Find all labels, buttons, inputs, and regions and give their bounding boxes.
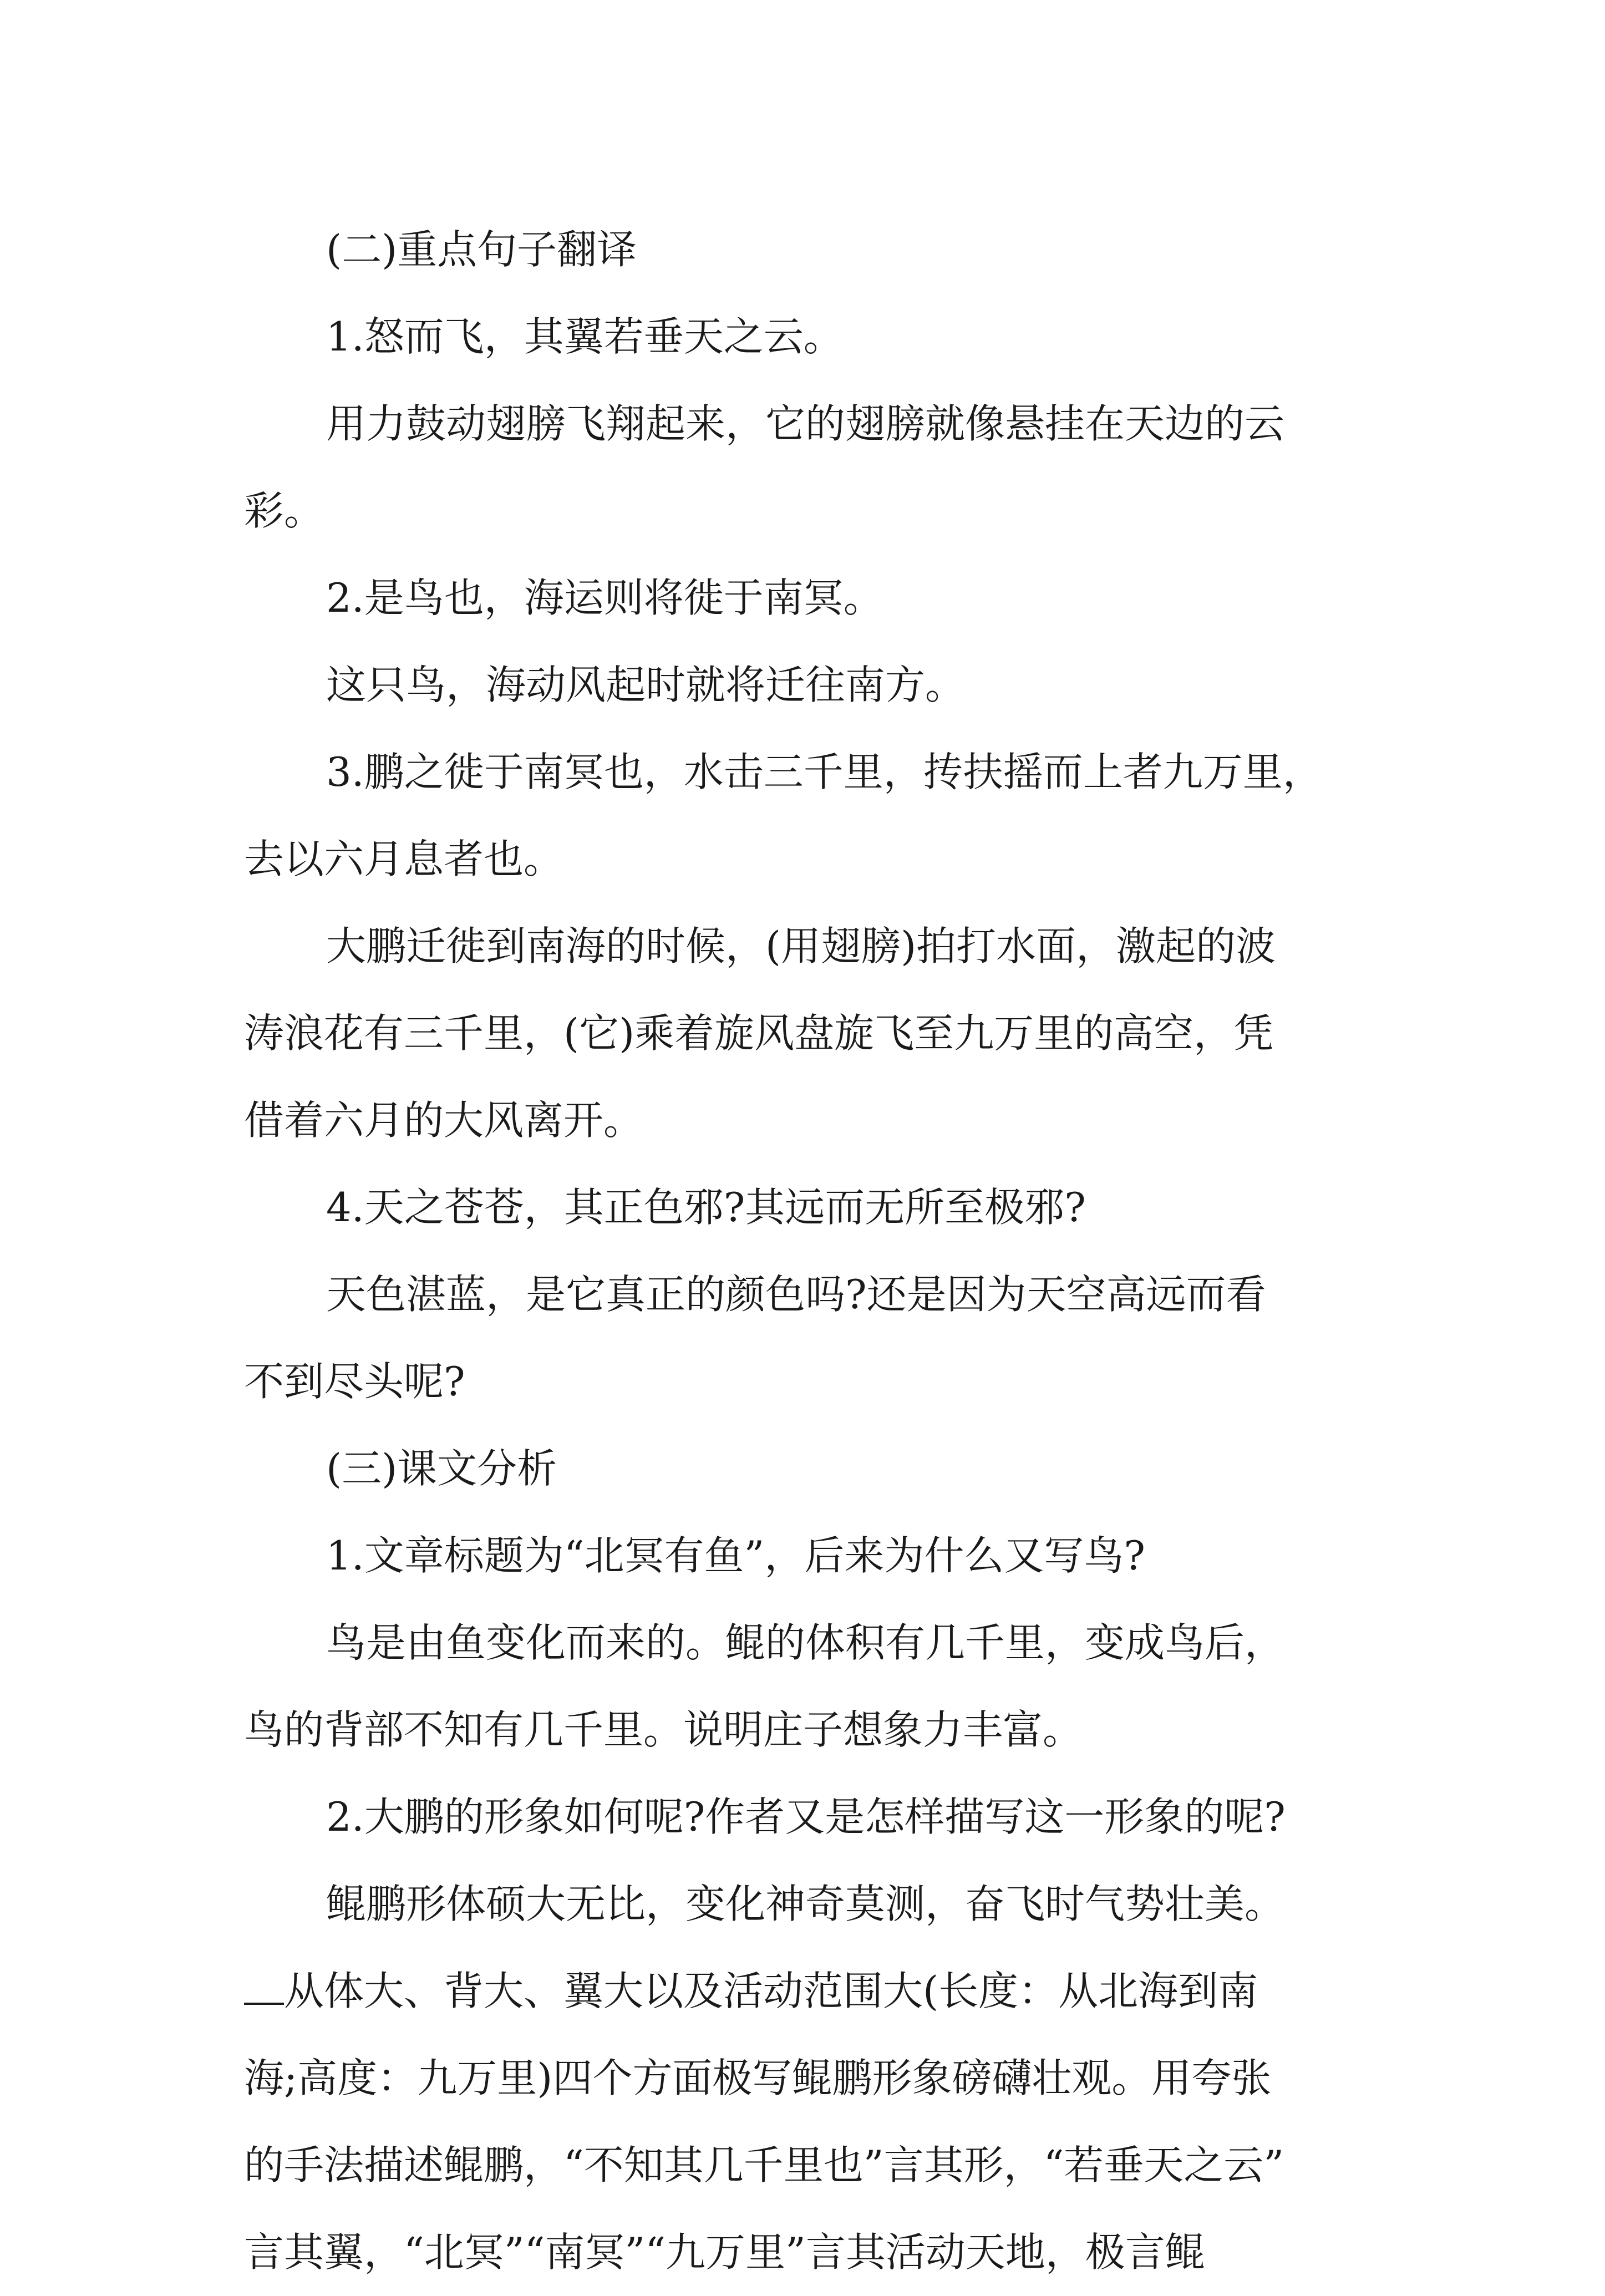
blank-underline (244, 1969, 284, 2005)
answer-2-line-5: 言其翼，“北冥”“南冥”“九万里”言其活动天地，极言鲲 (244, 2229, 1205, 2275)
question-1: 1.文章标题为“北冥有鱼”，后来为什么又写鸟? (326, 1532, 1145, 1579)
answer-2-line-3: 海;高度：九万里)四个方面极写鲲鹏形象磅礴壮观。用夸张 (244, 2055, 1272, 2101)
sentence-1-translation-line-2: 彩。 (244, 487, 324, 534)
sentence-3-original-line-2: 去以六月息者也。 (244, 836, 564, 882)
sentence-3-translation-line-3: 借着六月的大风离开。 (244, 1097, 644, 1144)
answer-1-line-1: 鸟是由鱼变化而来的。鲲的体积有几千里，变成鸟后， (326, 1619, 1285, 1666)
sentence-3-translation-line-1: 大鹏迁徙到南海的时候，(用翅膀)拍打水面，激起的波 (326, 923, 1276, 969)
sentence-1-translation-line-1: 用力鼓动翅膀飞翔起来，它的翅膀就像悬挂在天边的云 (326, 400, 1285, 447)
section-heading-translation: (二)重点句子翻译 (326, 226, 637, 273)
question-2: 2.大鹏的形象如何呢?作者又是怎样描写这一形象的呢? (326, 1794, 1286, 1840)
sentence-4-translation-line-2: 不到尽头呢? (244, 1358, 465, 1405)
sentence-1-original: 1.怒而飞，其翼若垂天之云。 (326, 313, 844, 360)
sentence-2-translation: 这只鸟，海动风起时就将迁往南方。 (326, 662, 966, 708)
document-page (244, 206, 1364, 2296)
sentence-3-original-line-1: 3.鹏之徙于南冥也，水击三千里，抟扶摇而上者九万里， (326, 749, 1323, 795)
section-heading-analysis: (三)课文分析 (326, 1445, 557, 1492)
answer-2-line-2-text: 从体大、背大、翼大以及活动范围大(长度：从北海到南 (284, 1968, 1258, 2014)
answer-2-line-2 (244, 1948, 1364, 2035)
answer-1-line-2: 鸟的背部不知有几千里。说明庄子想象力丰富。 (244, 1706, 1083, 1753)
answer-2-line-4: 的手法描述鲲鹏，“不知其几千里也”言其形，“若垂天之云” (244, 2142, 1284, 2188)
sentence-3-translation-line-2: 涛浪花有三千里，(它)乘着旋风盘旋飞至九万里的高空，凭 (244, 1010, 1274, 1056)
sentence-4-original: 4.天之苍苍，其正色邪?其远而无所至极邪? (326, 1184, 1086, 1231)
sentence-2-original: 2.是鸟也，海运则将徙于南冥。 (326, 575, 883, 621)
sentence-4-translation-line-1: 天色湛蓝，是它真正的颜色吗?还是因为天空高远而看 (326, 1271, 1266, 1318)
answer-2-line-1: 鲲鹏形体硕大无比，变化神奇莫测，奋飞时气势壮美。 (326, 1881, 1285, 1927)
